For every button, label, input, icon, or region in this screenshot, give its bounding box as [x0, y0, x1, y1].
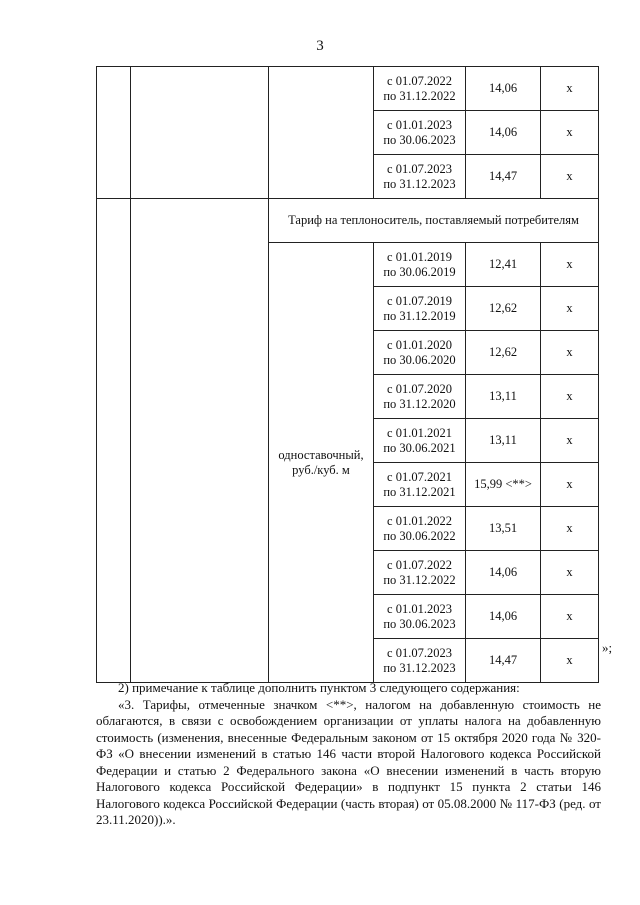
- period-cell: [374, 551, 466, 595]
- period-end: по 31.12.2022: [383, 88, 456, 103]
- period-end: по 31.12.2020: [383, 396, 456, 411]
- period-start: с 01.01.2021: [387, 425, 452, 440]
- period-end: по 30.06.2021: [383, 440, 456, 455]
- tariff-value-cell: 14,06: [466, 111, 541, 155]
- tariff-table: [96, 66, 599, 683]
- period-start: с 01.07.2019: [387, 293, 452, 308]
- period-start: с 01.07.2020: [387, 381, 452, 396]
- mark-cell: х: [541, 375, 599, 419]
- note-text-block: [96, 680, 601, 829]
- period-cell: [374, 67, 466, 111]
- unit-measure: руб./куб. м: [292, 462, 350, 477]
- period-start: с 01.01.2020: [387, 337, 452, 352]
- tariff-value-cell: 13,11: [466, 419, 541, 463]
- index-cell: [97, 67, 131, 199]
- table-row: [97, 67, 599, 111]
- tariff-value-cell: 13,11: [466, 375, 541, 419]
- tariff-value-cell: 15,99 <**>: [466, 463, 541, 507]
- period-cell: [374, 419, 466, 463]
- period-end: по 31.12.2019: [383, 308, 456, 323]
- section-header: Тариф на теплоноситель, поставляемый потребителям: [269, 199, 599, 243]
- mark-cell: х: [541, 463, 599, 507]
- period-start: с 01.01.2023: [387, 601, 452, 616]
- tariff-value-cell: 12,62: [466, 331, 541, 375]
- mark-cell: х: [541, 155, 599, 199]
- name-cell: [131, 199, 269, 683]
- period-start: с 01.07.2023: [387, 645, 452, 660]
- period-cell: [374, 639, 466, 683]
- period-cell: [374, 243, 466, 287]
- period-start: с 01.07.2022: [387, 557, 452, 572]
- amendment-intro: 2) примечание к таблице дополнить пунктом 3 следующего содержания:: [118, 680, 520, 695]
- mark-cell: х: [541, 111, 599, 155]
- mark-cell: х: [541, 595, 599, 639]
- tariff-value-cell: 14,06: [466, 551, 541, 595]
- table-closing-mark: »;: [602, 640, 613, 655]
- page-number: 3: [316, 38, 324, 54]
- period-end: по 30.06.2023: [383, 132, 456, 147]
- period-cell: [374, 375, 466, 419]
- tariff-value-cell: 14,06: [466, 595, 541, 639]
- period-cell: [374, 331, 466, 375]
- period-end: по 31.12.2023: [383, 660, 456, 675]
- tariff-value-cell: 12,41: [466, 243, 541, 287]
- period-end: по 30.06.2022: [383, 528, 456, 543]
- unit-cell: [269, 243, 374, 683]
- period-end: по 30.06.2020: [383, 352, 456, 367]
- unit-cell: [269, 67, 374, 199]
- mark-cell: х: [541, 419, 599, 463]
- mark-cell: х: [541, 639, 599, 683]
- tariff-value-cell: 14,06: [466, 67, 541, 111]
- period-start: с 01.01.2023: [387, 117, 452, 132]
- period-start: с 01.01.2022: [387, 513, 452, 528]
- mark-cell: х: [541, 287, 599, 331]
- period-end: по 30.06.2019: [383, 264, 456, 279]
- tariff-value-cell: 14,47: [466, 639, 541, 683]
- period-cell: [374, 507, 466, 551]
- period-start: с 01.07.2022: [387, 73, 452, 88]
- unit-type: одноставочный,: [278, 447, 364, 462]
- period-end: по 31.12.2023: [383, 176, 456, 191]
- period-end: по 31.12.2021: [383, 484, 456, 499]
- mark-cell: х: [541, 507, 599, 551]
- index-cell: [97, 199, 131, 683]
- period-cell: [374, 463, 466, 507]
- mark-cell: х: [541, 551, 599, 595]
- period-start: с 01.01.2019: [387, 249, 452, 264]
- name-cell: [131, 67, 269, 199]
- amendment-note-3: «3. Тарифы, отмеченные значком <**>, налогом на добавленную стоимость не облагаются, в связи с освобождением организации от уплаты налога на добавленную стоимость (изменения, внесенные Федеральным законом от 15 октября 2020 года № 320-ФЗ «О внесении изменений в статью 146 части второй Налогового кодекса Российской Федерации и статью 2 Федерального закона «О внесении изменений в часть вторую Налогового кодекса Российской Федерации» в подпункт 15 пункта 2 статьи 146 Налогового кодекса Российской Федерации (часть вторая) от 05.08.2000 № 117-ФЗ (ред. от 23.11.2020)).».: [96, 696, 601, 827]
- period-cell: [374, 155, 466, 199]
- mark-cell: х: [541, 243, 599, 287]
- period-start: с 01.07.2023: [387, 161, 452, 176]
- period-cell: [374, 111, 466, 155]
- period-end: по 30.06.2023: [383, 616, 456, 631]
- mark-cell: х: [541, 67, 599, 111]
- period-cell: [374, 595, 466, 639]
- tariff-value-cell: 13,51: [466, 507, 541, 551]
- mark-cell: х: [541, 331, 599, 375]
- tariff-value-cell: 14,47: [466, 155, 541, 199]
- period-start: с 01.07.2021: [387, 469, 452, 484]
- section-header-row: [97, 199, 599, 243]
- period-end: по 31.12.2022: [383, 572, 456, 587]
- period-cell: [374, 287, 466, 331]
- tariff-value-cell: 12,62: [466, 287, 541, 331]
